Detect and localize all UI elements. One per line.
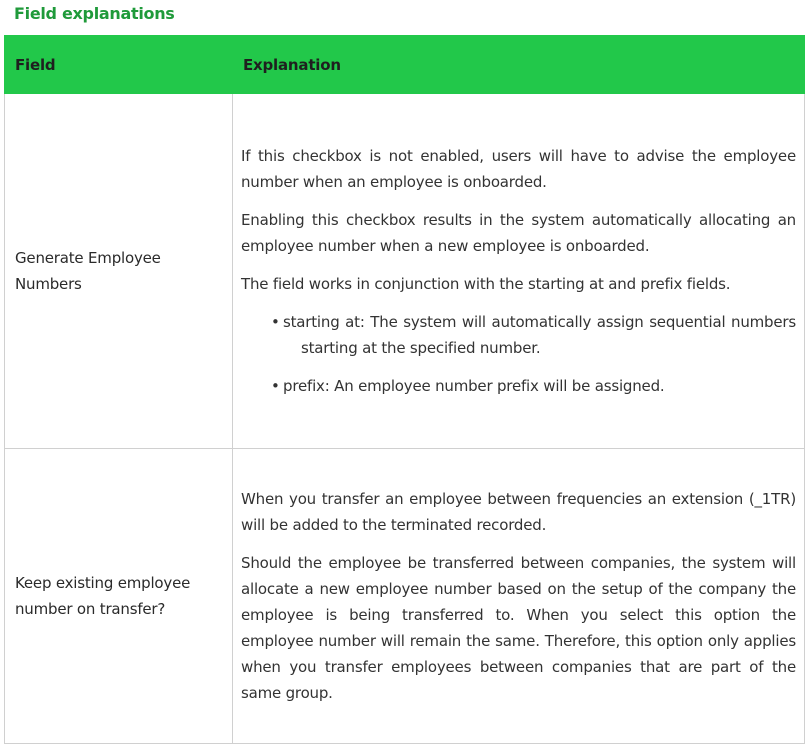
field-name-cell: Generate Employee Numbers (5, 94, 233, 449)
explanation-cell (233, 449, 805, 744)
explanation-paragraph: The field works in conjunction with the starting at and prefix fields. (241, 275, 731, 293)
table-row (5, 94, 805, 449)
section-heading: Field explanations (14, 4, 175, 23)
explanation-paragraph: Should the employee be transferred between companies, the system will allocate a new employee number based on the setup of the company the employee is being transferred to. When you select this option the employee number will remain the same. Therefore, this option only applies when you transfer employees between companies that are part of the same group. (241, 554, 796, 702)
bullet-text: starting at: The system will automatically assign sequential numbers starting at the specified number. (283, 313, 796, 357)
bullet-icon: • (271, 377, 280, 395)
bullet-icon: • (271, 313, 280, 331)
bullet-text: prefix: An employee number prefix will be assigned. (283, 377, 665, 395)
column-header-explanation: Explanation (233, 36, 805, 94)
explanation-cell (233, 94, 805, 449)
bullet-item (271, 373, 796, 399)
explanation-paragraph: Enabling this checkbox results in the system automatically allocating an employee number when a new employee is onboarded. (241, 211, 796, 255)
bullet-item (271, 309, 796, 361)
column-header-field: Field (5, 36, 233, 94)
table-header-row (5, 36, 805, 94)
table-row (5, 449, 805, 744)
field-explanations-table (4, 35, 805, 744)
bullet-list (241, 309, 796, 399)
field-name-cell: Keep existing employee number on transfer? (5, 449, 233, 744)
explanation-paragraph: When you transfer an employee between frequencies an extension (_1TR) will be added to the terminated recorded. (241, 490, 796, 534)
explanation-paragraph: If this checkbox is not enabled, users will have to advise the employee number when an employee is onboarded. (241, 147, 796, 191)
